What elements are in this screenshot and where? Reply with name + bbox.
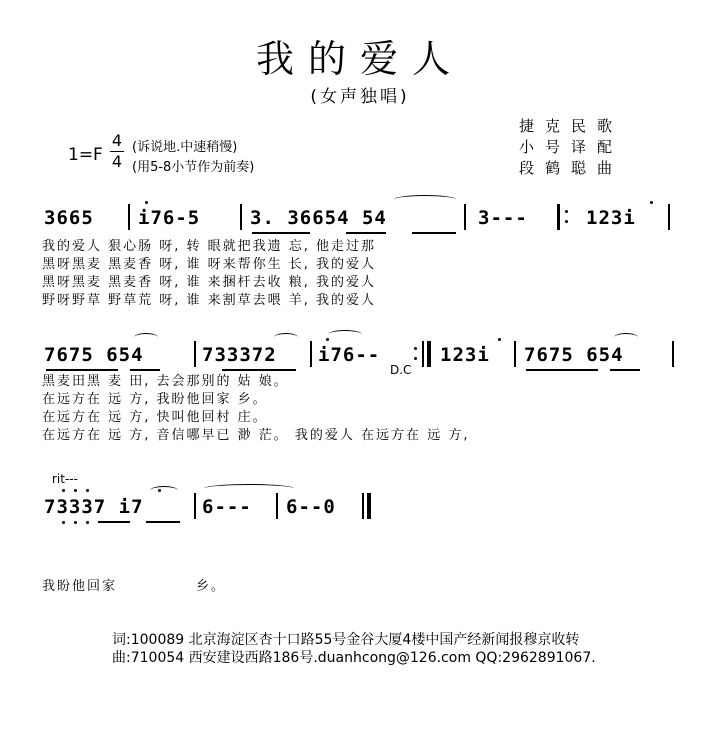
octave-dot	[62, 489, 65, 492]
lyric-ending-end: 乡。	[196, 579, 227, 594]
octave-dot	[145, 201, 148, 204]
octave-dot	[74, 489, 77, 492]
repeat-dot	[414, 347, 417, 350]
lyric-verse-3: 黑呀黑麦 黑麦香 呀, 谁 来捆杆去收 粮, 我的爱人	[42, 275, 377, 290]
ritardando-marking: rit---	[52, 472, 78, 486]
octave-dot	[498, 338, 501, 341]
contact-footer	[112, 631, 596, 667]
measure-2-2: 733372	[202, 344, 277, 366]
repeat-end-barline-thick	[427, 341, 431, 367]
dc-marking: D.C	[390, 363, 412, 377]
barline	[464, 204, 466, 230]
measure-1-2: i76-5	[138, 207, 201, 229]
measure-1-3: 3. 36654 54	[250, 207, 387, 229]
octave-dot	[86, 489, 89, 492]
final-barline-thin	[362, 493, 364, 519]
lyric-verse-4: 在远方在 远 方, 音信哪早已 渺 茫。 我的爱人 在远方在 远 方,	[42, 428, 470, 443]
octave-dot-low	[62, 521, 65, 524]
slur	[134, 333, 158, 342]
barline	[668, 204, 670, 230]
tempo-text: (诉说地.中速稍慢)	[132, 140, 238, 155]
lyric-verse-1: 我的爱人 狠心肠 呀, 转 眼就把我遗 忘, 他走过那	[42, 239, 377, 254]
barline	[240, 204, 242, 230]
barline	[276, 493, 278, 519]
lyric-verse-1: 黑麦田黑 麦 田, 去会那别的 姑 娘。	[42, 374, 289, 389]
credit-translator: 小号译配	[519, 138, 624, 156]
measure-2-4: 123i	[440, 344, 490, 366]
lyric-verse-2: 在远方在 远 方, 我盼他回家 乡。	[42, 392, 268, 407]
tie	[204, 484, 294, 493]
song-title: 我的爱人	[255, 37, 464, 81]
beam	[46, 369, 118, 371]
lyricist-address: 词:100089 北京海淀区杏十口路55号金谷大厦4楼中国产经新闻报穆京收转	[112, 632, 580, 648]
lyric-verse-3: 在远方在 远 方, 快叫他回村 庄。	[42, 410, 268, 425]
measure-2-5: 7675 654	[524, 344, 624, 366]
slur	[394, 195, 456, 204]
composer-address: 曲:710054 西安建设西路186号.duanhcong@126.com QQ:2962891067.	[112, 650, 596, 666]
octave-dot-low	[74, 521, 77, 524]
repeat-start-barline	[557, 204, 560, 230]
repeat-dot	[565, 220, 568, 223]
repeat-dot	[414, 357, 417, 360]
meter-top: 4	[111, 131, 123, 150]
slur	[614, 333, 638, 342]
beam	[412, 232, 456, 234]
beam	[98, 521, 130, 523]
barline	[194, 341, 196, 367]
song-subtitle: (女声独唱)	[310, 87, 410, 107]
slur	[150, 486, 178, 495]
credits	[519, 116, 623, 179]
repeat-end-barline-thin	[422, 341, 424, 367]
barline	[672, 341, 674, 367]
credit-lyricist: 捷克民歌	[519, 117, 624, 135]
barline	[310, 341, 312, 367]
tempo-marking	[132, 138, 254, 178]
slur	[328, 330, 362, 339]
beam	[222, 369, 296, 371]
credit-composer: 段鹤聪曲	[519, 159, 624, 177]
beam	[146, 521, 180, 523]
final-barline-thick	[367, 493, 371, 519]
measure-1-5: 123i	[586, 207, 636, 229]
lyric-verse-4: 野呀野草 野草荒 呀, 谁 来割草去喂 羊, 我的爱人	[42, 293, 377, 308]
lyric-verse-2: 黑呀黑麦 黑麦香 呀, 谁 呀来帮你生 长, 我的爱人	[42, 257, 377, 272]
measure-3-3: 6--0	[286, 496, 336, 518]
slur	[274, 333, 298, 342]
measure-2-3: i76--	[318, 344, 381, 366]
beam	[526, 369, 598, 371]
measure-3-1: 73337 i7	[44, 496, 144, 518]
measure-1-4: 3---	[478, 207, 528, 229]
barline	[514, 341, 516, 367]
beam	[610, 369, 640, 371]
octave-dot	[326, 338, 329, 341]
repeat-dot	[565, 210, 568, 213]
meter-bottom: 4	[111, 152, 123, 171]
measure-3-2: 6---	[202, 496, 252, 518]
key-signature: 1=F	[68, 145, 103, 165]
octave-dot-low	[86, 521, 89, 524]
beam	[346, 232, 386, 234]
time-signature	[110, 132, 124, 171]
intro-note: (用5-8小节作为前奏)	[132, 160, 255, 175]
octave-dot	[650, 201, 653, 204]
barline	[194, 493, 196, 519]
beam	[130, 369, 160, 371]
measure-1-1: 3665	[44, 207, 94, 229]
beam	[252, 232, 310, 234]
lyric-ending: 我盼他回家	[42, 579, 118, 594]
measure-2-1: 7675 654	[44, 344, 144, 366]
barline	[128, 204, 130, 230]
